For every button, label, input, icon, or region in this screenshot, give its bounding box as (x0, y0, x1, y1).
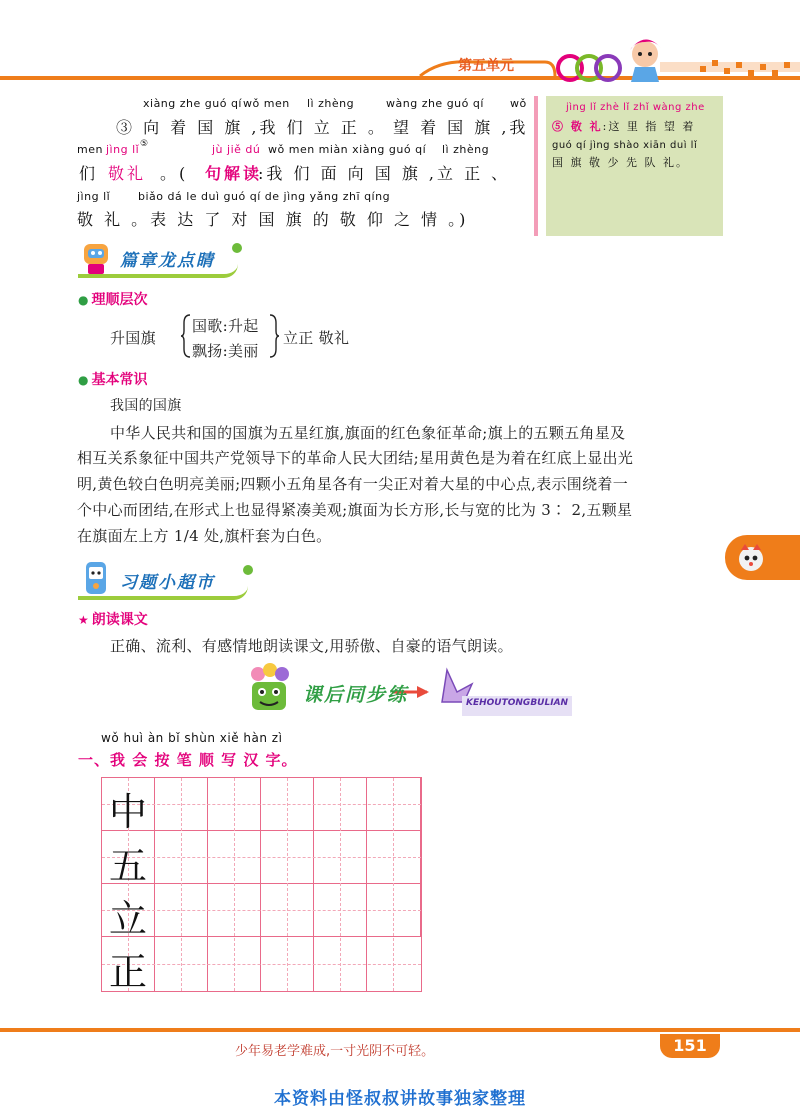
practice-title: 课后同步练 (303, 684, 409, 706)
paragraph-line: 在旗面左上方 1/4 处,旗杆套为白色。 (77, 527, 332, 545)
girl-mascot-icon (615, 34, 675, 84)
pinyin: jìng lǐ (106, 143, 140, 156)
grid-guide (234, 778, 235, 991)
left-brace (180, 313, 192, 359)
topic-title: 我国的国旗 (110, 398, 182, 414)
footnote-panel (546, 96, 723, 236)
footer-motto: 少年易老学难成,一寸光阴不可轻。 (235, 1044, 435, 1059)
subheading-knowledge: ● 基本常识 (78, 369, 147, 389)
pinyin: men (77, 143, 103, 156)
phone-mascot-icon (78, 560, 114, 598)
pinyin: wǒ men miàn xiàng guó qí (268, 143, 427, 156)
subheading-structure: ● 理顺层次 (78, 289, 147, 309)
passage-keyword: 敬礼 (108, 164, 147, 183)
credit-line: 本资料由怪叔叔讲故事独家整理 (274, 1089, 526, 1109)
model-character: 中 (108, 790, 147, 834)
pinyin: xiàng zhe guó qí (143, 97, 242, 110)
writing-grid[interactable] (101, 777, 422, 992)
question-1: 一、我 会 按 笔 顺 写 汉 字。 (78, 751, 298, 769)
dot-icon (232, 243, 242, 253)
passage-text: 望 着 国 旗 ,我 (393, 118, 529, 137)
pinyin: jìng lǐ zhè lǐ zhǐ wàng zhe (566, 102, 705, 113)
note-text-rest: :这 里 指 望 着 (602, 120, 696, 133)
footnote-marker: ⑤ (140, 139, 149, 149)
model-character: 正 (108, 950, 147, 994)
grid-guide (340, 778, 341, 991)
section-title: 习题小超市 (120, 573, 215, 593)
pinyin: lì zhèng (442, 143, 490, 156)
grid-guide (181, 778, 182, 991)
structure-branch: 飘扬:美丽 (192, 342, 259, 360)
paragraph-line: 中华人民共和国的国旗为五星红旗,旗面的红色象征革命;旗上的五颗五角星及 (110, 424, 626, 442)
pinyin: lì zhèng (307, 97, 355, 110)
page-number: 151 (660, 1034, 720, 1058)
header-decoration (0, 40, 800, 100)
passage-text: 敬 礼 。表 达 了 对 国 旗 的 敬 仰 之 情 。) (77, 210, 469, 229)
side-tab (725, 535, 800, 580)
note-keyword: ⑤ 敬 礼 (552, 120, 603, 133)
robot-mascot-icon (78, 240, 114, 276)
fox-mascot-icon (735, 542, 767, 574)
section-banner-exercise (78, 566, 248, 600)
passage-text: :我 们 面 向 国 旗 ,立 正 、 (258, 164, 511, 183)
explanation-label: 句解读 (205, 164, 263, 183)
pinyin: biǎo dá le duì guó qí de jìng yǎng zhī qíng (138, 190, 391, 203)
pinyin: wǒ men (243, 97, 290, 110)
model-character: 立 (108, 897, 147, 941)
passage-text: 。( (160, 164, 189, 183)
pinyin: wǒ (510, 97, 527, 110)
model-character: 五 (108, 844, 147, 888)
pinyin: guó qí jìng shào xiān duì lǐ (552, 140, 698, 151)
footer-rule (0, 1028, 800, 1032)
grid-guide (287, 778, 288, 991)
structure-branch: 国歌:升起 (192, 317, 259, 335)
practice-title-pinyin: KEHOUTONGBULIAN (466, 698, 569, 708)
section-title: 篇章龙点睛 (120, 251, 215, 271)
paragraph-line: 相互关系象征中国共产党领导下的革命人民大团结;星用黄色是为着在红底上显出光 (77, 449, 634, 467)
paragraph-line: 明,黄色较白色明亮美丽;四颗小五角星各有一尖正对着大星的中心点,表示围绕着一 (77, 475, 628, 493)
pinyin: jù jiě dú (212, 143, 261, 156)
dot-icon (243, 565, 253, 575)
passage-text: 们 (79, 164, 99, 183)
note-text (552, 118, 695, 134)
unit-title: 第五单元 (458, 58, 514, 74)
pinyin: wàng zhe guó qí (386, 97, 484, 110)
right-brace (268, 313, 280, 359)
divider (534, 96, 538, 236)
section-banner-chapter (78, 244, 238, 278)
grid-guide (393, 778, 394, 991)
passage-text: ③ 向 着 国 旗 ,我 们 立 正 。 (116, 118, 387, 137)
pinyin: jìng lǐ (77, 190, 111, 203)
subheading-reading: ★ 朗读课文 (78, 609, 148, 629)
structure-root: 升国旗 (110, 329, 156, 347)
pinyin: wǒ huì àn bǐ shùn xiě hàn zì (101, 731, 283, 745)
structure-result: 立正 敬礼 (283, 329, 350, 347)
paragraph-line: 个中心而团结,在形式上也显得紧凑美观;旗面为长方形,长与宽的比为 3∶ 2,五颗星 (77, 501, 633, 519)
note-text: 国 旗 敬 少 先 队 礼。 (552, 156, 689, 169)
reading-instruction: 正确、流利、有感情地朗读课文,用骄傲、自豪的语气朗读。 (110, 637, 513, 655)
